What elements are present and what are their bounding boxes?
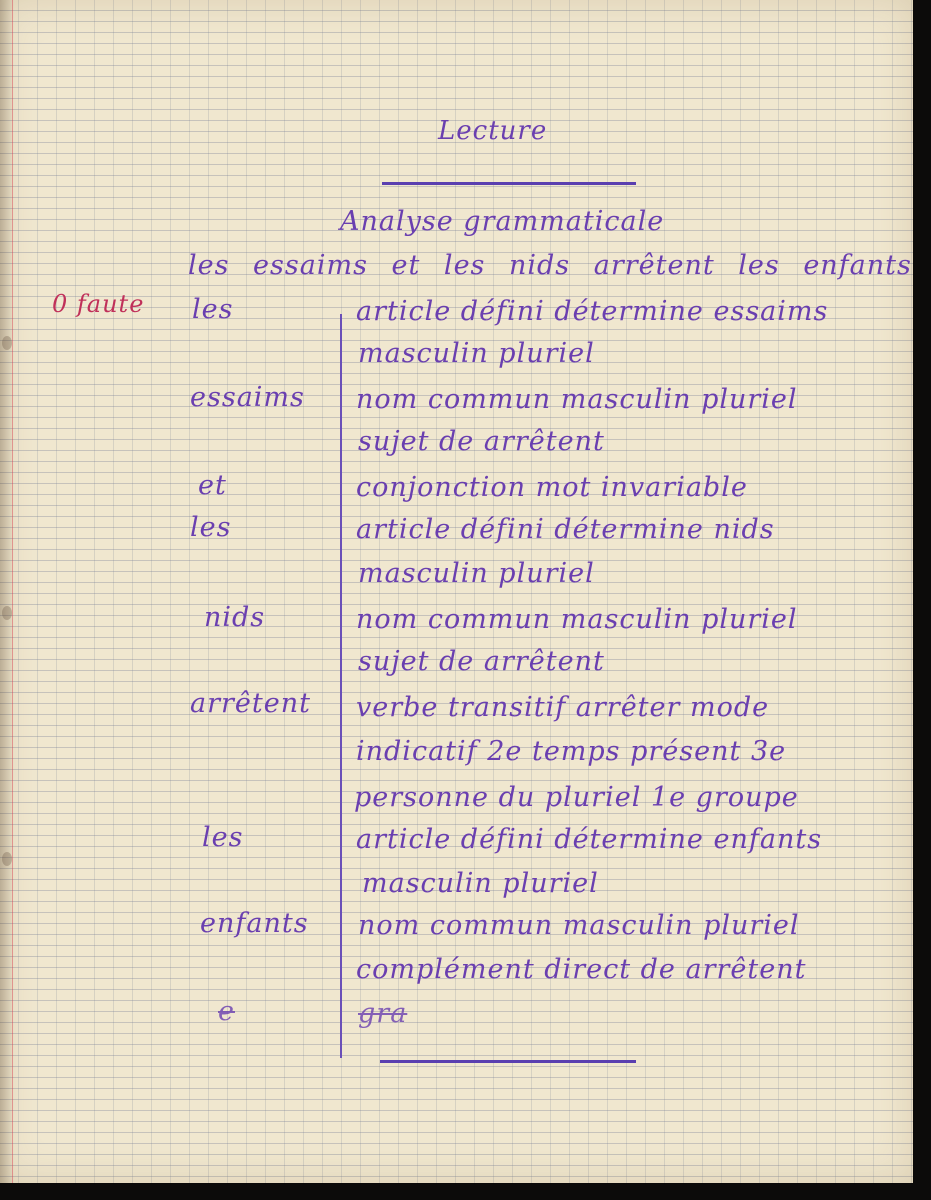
title-underline	[382, 182, 636, 185]
analysis-line: nom commun masculin pluriel	[356, 604, 798, 635]
word-label: et	[198, 470, 227, 501]
analysis-line: sujet de arrêtent	[358, 646, 605, 677]
word-label: essaims	[190, 382, 305, 413]
analysis-line: verbe transitif arrêter mode	[356, 692, 770, 723]
analysis-line: masculin pluriel	[362, 868, 599, 899]
binding-hole	[2, 852, 12, 866]
analysis-line: article défini détermine enfants	[356, 824, 823, 855]
crossed-out-text: gra	[358, 998, 408, 1029]
analysis-line: conjonction mot invariable	[356, 472, 748, 503]
word-label: les	[192, 294, 234, 325]
analysis-line: article défini détermine essaims	[356, 296, 829, 327]
analysis-line: nom commun masculin pluriel	[358, 910, 800, 941]
page-title: Lecture	[438, 116, 548, 146]
analysis-line: personne du pluriel 1e groupe	[354, 782, 799, 813]
end-underline	[380, 1060, 636, 1063]
analysis-line: sujet de arrêtent	[358, 426, 605, 457]
margin-line	[12, 0, 13, 1183]
analysis-line: masculin pluriel	[358, 338, 595, 369]
binding-hole	[2, 336, 12, 350]
analysis-line: masculin pluriel	[358, 558, 595, 589]
word-label: enfants	[200, 908, 309, 939]
analysed-sentence: les essaims et les nids arrêtent les enfants	[188, 250, 912, 281]
column-divider	[340, 314, 342, 1058]
analysis-line: article défini détermine nids	[356, 514, 775, 545]
word-label: nids	[204, 602, 266, 633]
analysis-line: nom commun masculin pluriel	[356, 384, 798, 415]
word-label: arrêtent	[190, 688, 311, 719]
analysis-line: indicatif 2e temps présent 3e	[356, 736, 787, 767]
word-label: les	[190, 512, 232, 543]
section-heading: Analyse grammaticale	[340, 206, 665, 237]
grade-note: 0 faute	[52, 290, 145, 318]
binding-hole	[2, 606, 12, 620]
analysis-line: complément direct de arrêtent	[356, 954, 807, 985]
word-label: les	[202, 822, 244, 853]
crossed-out-word: e	[218, 996, 235, 1027]
